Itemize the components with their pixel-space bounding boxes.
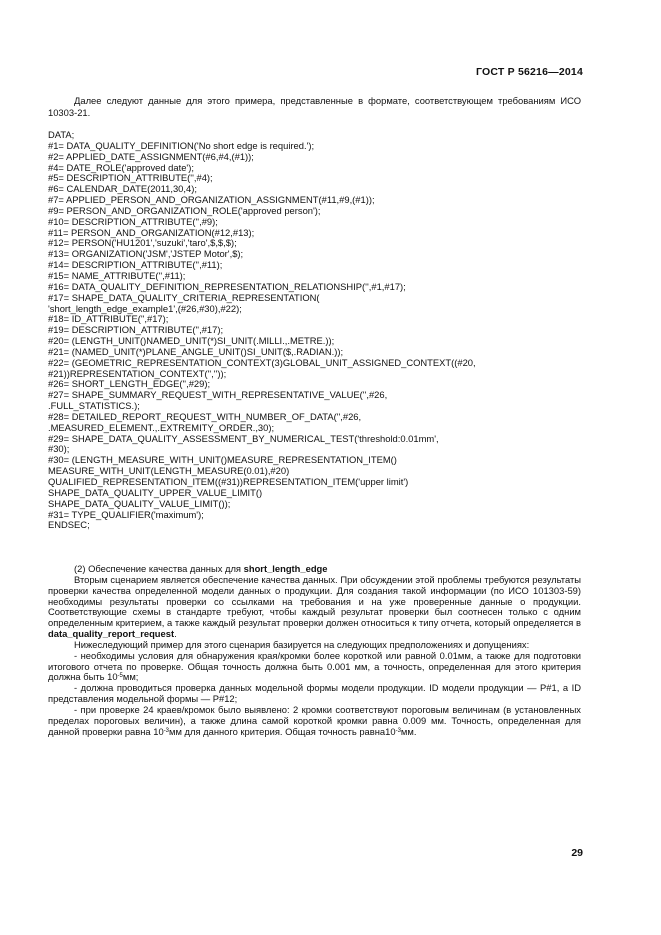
code-line: #4= DATE_ROLE('approved date'); (48, 161, 194, 173)
code-line: #22= (GEOMETRIC_REPRESENTATION_CONTEXT(3)GLOBAL_UNIT_ASSIGNED_CONTEXT((#20, (48, 356, 476, 368)
code-line: #1= DATA_QUALITY_DEFINITION('No short edge is required.'); (48, 139, 315, 151)
code-line: #7= APPLIED_PERSON_AND_ORGANIZATION_ASSIGNMENT(#11,#9,(#1)); (48, 194, 375, 206)
section-data-quality (48, 564, 581, 738)
code-line: #29= SHAPE_DATA_QUALITY_ASSESSMENT_BY_NUMERICAL_TEST('threshold:0.01mm', (48, 432, 439, 444)
code-line: #11= PERSON_AND_ORGANIZATION(#12,#13); (48, 226, 255, 238)
code-line: SHAPE_DATA_QUALITY_VALUE_LIMIT()); (48, 497, 231, 509)
code-line: #17= SHAPE_DATA_QUALITY_CRITERIA_REPRESENTATION( (48, 291, 320, 303)
code-line: 'short_length_edge_example1',(#26,#30),#22); (48, 302, 242, 314)
code-line: #30= (LENGTH_MEASURE_WITH_UNIT()MEASURE_REPRESENTATION_ITEM() (48, 454, 397, 466)
code-line: #16= DATA_QUALITY_DEFINITION_REPRESENTATION_RELATIONSHIP('',#1,#17); (48, 280, 406, 292)
code-line: #9= PERSON_AND_ORGANIZATION_ROLE('approved person'); (48, 204, 321, 216)
paragraph-assumptions: Нижеследующий пример для этого сценария базируется на следующих предположениях и допущениях: (74, 638, 530, 650)
code-line: #27= SHAPE_SUMMARY_REQUEST_WITH_REPRESENTATIVE_VALUE('',#26, (48, 389, 388, 401)
code-line: MEASURE_WITH_UNIT(LENGTH_MEASURE(0.01),#20) (48, 465, 290, 477)
step-code-listing (48, 130, 588, 531)
code-line: SHAPE_DATA_QUALITY_UPPER_VALUE_LIMIT() (48, 486, 263, 498)
code-line: #31= TYPE_QUALIFIER('maximum'); (48, 508, 204, 520)
code-line: #15= NAME_ATTRIBUTE('',#11); (48, 269, 186, 281)
code-line: #20= (LENGTH_UNIT()NAMED_UNIT(*)SI_UNIT(.MILLI.,.METRE.)); (48, 335, 335, 347)
term-data-quality-report-request: data_quality_report_request (48, 628, 175, 640)
code-line: #13= ORGANIZATION('JSM','JSTEP Motor',$); (48, 248, 244, 260)
code-line: #2= APPLIED_DATE_ASSIGNMENT(#6,#4,(#1)); (48, 150, 254, 162)
code-line: DATA; (48, 129, 75, 140)
code-line: #18= ID_ATTRIBUTE('',#17); (48, 313, 169, 325)
list-item-model-check: - должна проводиться проверка данных модельной формы модели продукции. ID модели продукции — P#1, а ID представления модельной формы — P#12; (48, 682, 581, 705)
code-line: ENDSEC; (48, 519, 90, 531)
list-item-conditions: - необходимы условия для обнаружения края/кромки более короткой или равной 0.01мм, а также для подготовки итогового отчета по проверке. Общая точность должна быть 0.001 мм, а точность, определенная для этого критерия должна быть $10^{-5}мм$; (48, 649, 581, 683)
intro-paragraph: Далее следуют данные для этого примера, представленные в формате, соответствующем требованиям ИСО 10303-21. (48, 95, 581, 119)
code-line: #5= DESCRIPTION_ATTRIBUTE('',#4); (48, 172, 213, 184)
code-line: #26= SHORT_LENGTH_EDGE('',#29); (48, 378, 211, 390)
page-number: 29 (571, 847, 583, 859)
code-line: #21= (NAMED_UNIT(*)PLANE_ANGLE_UNIT()SI_UNIT($,.RADIAN.)); (48, 345, 344, 357)
code-line: #30); (48, 443, 70, 455)
code-line: #12= PERSON('HU1201','suzuki','taro',$,$,$); (48, 237, 237, 249)
code-line: #19= DESCRIPTION_ATTRIBUTE('',#17); (48, 324, 224, 336)
paragraph-scenario: Вторым сценарием является обеспечение качества данных. При обсуждении этой проблемы требуются результаты проверки качества определенной модели данных о продукции. Для создания такой информации (по ИСО 101303-59) необходимы результаты проверки со ссылками на требования и на уже проверенные данные о продукции. Соответствующие схемы в стандарте требуют, чтобы каждый результат проверки был соотнесен только с одним определенным критерием, а также каждый результат проверки должен относиться к типу отчета, который определяется в data_quality_report_request. (48, 573, 581, 640)
code-line: .MEASURED_ELEMENT.,.EXTREMITY_ORDER.,30); (48, 421, 275, 433)
code-line: #21))REPRESENTATION_CONTEXT('','')); (48, 367, 227, 379)
code-line: #10= DESCRIPTION_ATTRIBUTE('',#9); (48, 215, 218, 227)
document-header: ГОСТ Р 56216—2014 (475, 66, 583, 78)
code-line: #14= DESCRIPTION_ATTRIBUTE('',#11); (48, 259, 223, 271)
code-line: .FULL_STATISTICS.); (48, 400, 140, 412)
section-heading: (2) Обеспечение качества данных для short_length_edge (74, 563, 328, 574)
code-line: #6= CALENDAR_DATE(2011,30,4); (48, 183, 197, 195)
code-line: #28= DETAILED_REPORT_REQUEST_WITH_NUMBER_OF_DATA('',#26, (48, 410, 362, 422)
list-item-results: - при проверке 24 краев/кромок было выявлено: 2 кромки соответствуют пороговым величинам (в установленных пределах пороговых величин), а также длина самой короткой кромки равна 0.009 мм. Точность, определенная для данной проверки равна $10^{-3}мм$ для данного критерия. Общая точность $равна10^{-3}мм$. (48, 703, 581, 737)
code-line: QUALIFIED_REPRESENTATION_ITEM((#31))REPRESENTATION_ITEM('upper limit') (48, 476, 409, 487)
heading-term: short_length_edge (243, 563, 328, 574)
